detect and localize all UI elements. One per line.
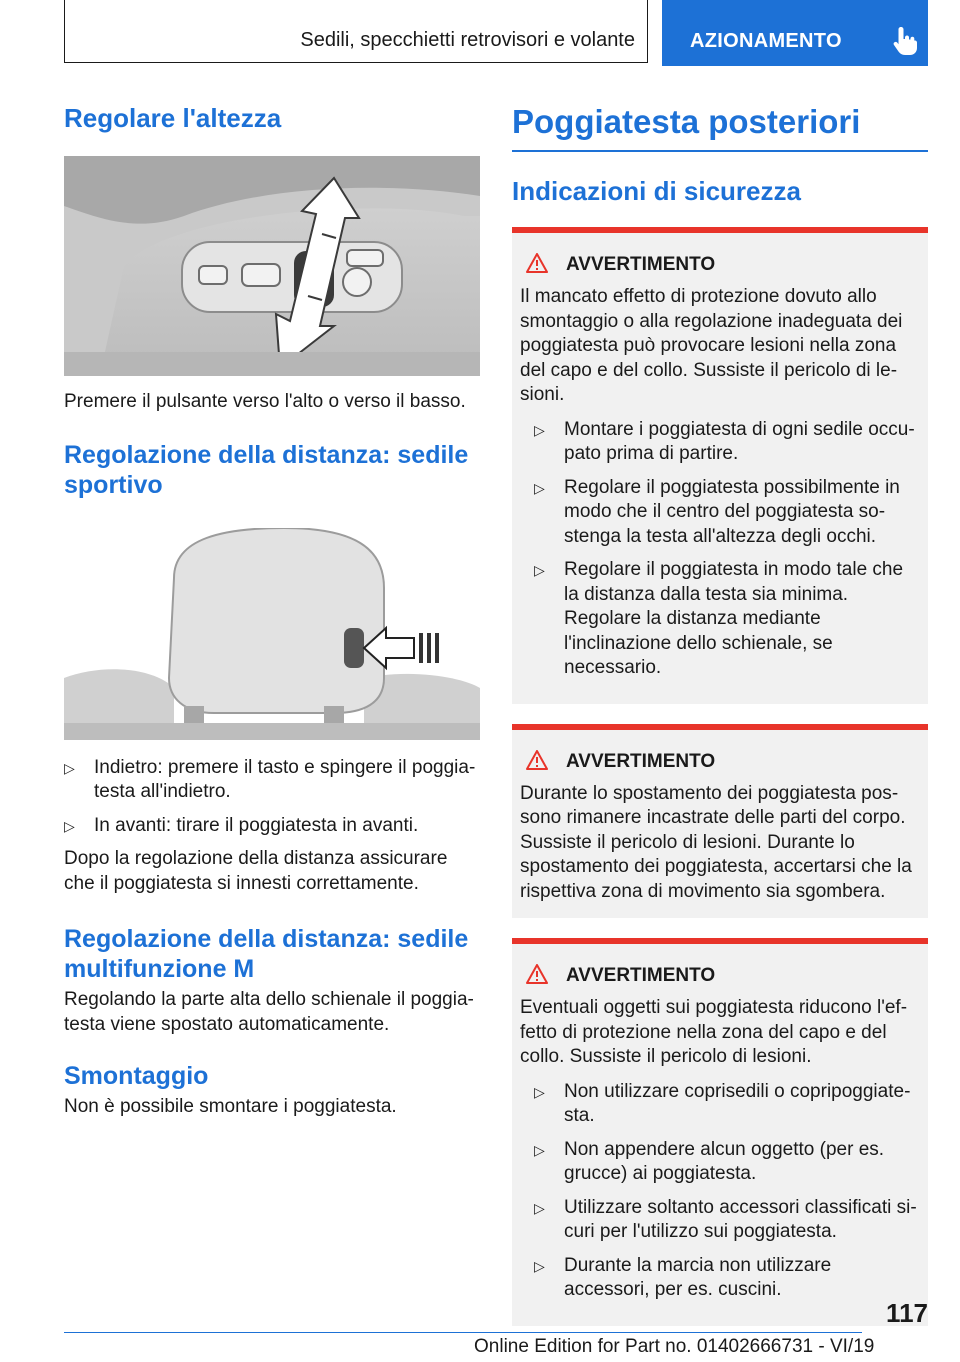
triangle-bullet-icon: ▷ (534, 1199, 545, 1216)
triangle-bullet-icon: ▷ (64, 759, 75, 776)
warning-triangle-icon (526, 750, 548, 770)
triangle-bullet-icon: ▷ (534, 421, 545, 438)
image-caption-height: Premere il pulsante verso l'alto o verso il basso. (64, 391, 466, 412)
seat-switch-illustration (64, 156, 480, 376)
list-item: ▷ Non utilizzare coprisedili o copripoggiatesta. (534, 1080, 911, 1126)
page-number: 117 (886, 1298, 928, 1328)
heading-distanza-multifunzione: Regolazione della distanza: sedile multifunzione M (64, 925, 469, 983)
list-item: ▷ Durante la marcia non utilizzare accessori, per es. cuscini. (534, 1254, 832, 1300)
header-section-box (64, 0, 648, 63)
bullet-list-sport (64, 756, 480, 839)
triangle-bullet-icon: ▷ (64, 817, 75, 834)
warning-bullet-list (534, 418, 920, 681)
list-item: ▷ Utilizzare soltanto accessori classificati sicuri per l'utilizzo sui poggiatesta. (534, 1196, 917, 1242)
warning-header (526, 964, 920, 990)
warning-text: Il mancato effetto di protezione dovuto allo smontaggio o alla regolazione inadeguata dei poggiatesta può provocare lesioni nella zona del capo e del collo. Sussiste il pericolo di lesioni. (520, 286, 903, 405)
triangle-bullet-icon: ▷ (534, 1083, 545, 1100)
heading-smontaggio: Smontaggio (64, 1062, 209, 1090)
triangle-bullet-icon: ▷ (534, 562, 545, 578)
warning-label: AVVERTIMENTO (566, 750, 716, 772)
list-item: ▷ Indietro: premere il tasto e spingere il poggiatesta all'indietro. (64, 756, 476, 802)
warning-label: AVVERTIMENTO (566, 254, 716, 275)
list-item: ▷ Non appendere alcun oggetto (per es. grucce) ai poggiatesta. (534, 1138, 885, 1184)
warning-header (526, 750, 920, 776)
paragraph-sport: Dopo la regolazione della distanza assicurare che il poggiatesta si innesti correttamente. (64, 848, 448, 894)
heading-poggiatesta-posteriori: Poggiatesta posteriori (512, 103, 861, 140)
warning-box (512, 227, 928, 704)
warning-box (512, 724, 928, 919)
footer-rule (64, 1332, 862, 1333)
triangle-bullet-icon: ▷ (534, 1141, 545, 1158)
paragraph-multifunzione: Regolando la parte alta dello schienale il poggiatesta viene spostato automaticamente. (64, 989, 474, 1035)
warning-triangle-icon (526, 964, 548, 984)
triangle-bullet-icon: ▷ (534, 1257, 545, 1274)
warning-label: AVVERTIMENTO (566, 965, 716, 986)
paragraph-smontaggio: Non è possibile smontare i poggiatesta. (64, 1096, 397, 1117)
list-item: ▷ In avanti: tirare il poggiatesta in avanti. (64, 814, 480, 839)
list-item: ▷ Regolare il poggiatesta possibilmente in modo che il centro del poggiatesta sostenga la testa all'altezza degli occhi. (534, 476, 900, 547)
headrest-illustration (64, 528, 480, 740)
heading-regolare-altezza: Regolare l'altezza (64, 103, 282, 133)
warning-text: Eventuali oggetti sui poggiatesta riducono l'effetto di protezione nella zona del capo e del collo. Sussiste il pericolo di lesioni. (520, 997, 908, 1067)
seat-height-switch-image (64, 156, 480, 376)
warning-box (512, 938, 928, 1326)
warning-bullet-list (534, 1080, 920, 1303)
pointing-hand-icon (892, 26, 918, 56)
title-rule (512, 150, 928, 152)
header-chapter-tab (662, 0, 928, 66)
page-header (64, 0, 928, 66)
warning-header (526, 253, 920, 279)
list-item: ▷ Regolare il poggiatesta in modo tale che la distanza dalla testa sia minima. Regolare la distanza mediante l'inclinazione dello schienale, se necessario. (534, 559, 904, 678)
headrest-image (64, 528, 480, 740)
header-chapter-label: AZIONAMENTO (690, 30, 842, 52)
left-column (64, 96, 480, 1120)
footer-edition: Online Edition for Part no. 01402666731 - VI/19 (474, 1336, 875, 1357)
heading-indicazioni-sicurezza: Indicazioni di sicurezza (512, 176, 801, 206)
list-item: ▷ Montare i poggiatesta di ogni sedile occupato prima di partire. (534, 418, 915, 464)
warning-text: Durante lo spostamento dei poggiatesta possono rimanere incastrate delle parti del corpo. Sussiste il pericolo di lesioni. Durante lo spostamento dei poggiatesta, accertarsi che la rispettiva zona di movimento sia sgombera. (520, 782, 912, 902)
header-section-title: Sedili, specchietti retrovisori e volante (300, 29, 635, 51)
right-column (512, 96, 928, 1326)
triangle-bullet-icon: ▷ (534, 479, 545, 496)
warning-triangle-icon (526, 253, 548, 273)
heading-distanza-sportivo: Regolazione della distanza: sedile sportivo (64, 440, 469, 499)
